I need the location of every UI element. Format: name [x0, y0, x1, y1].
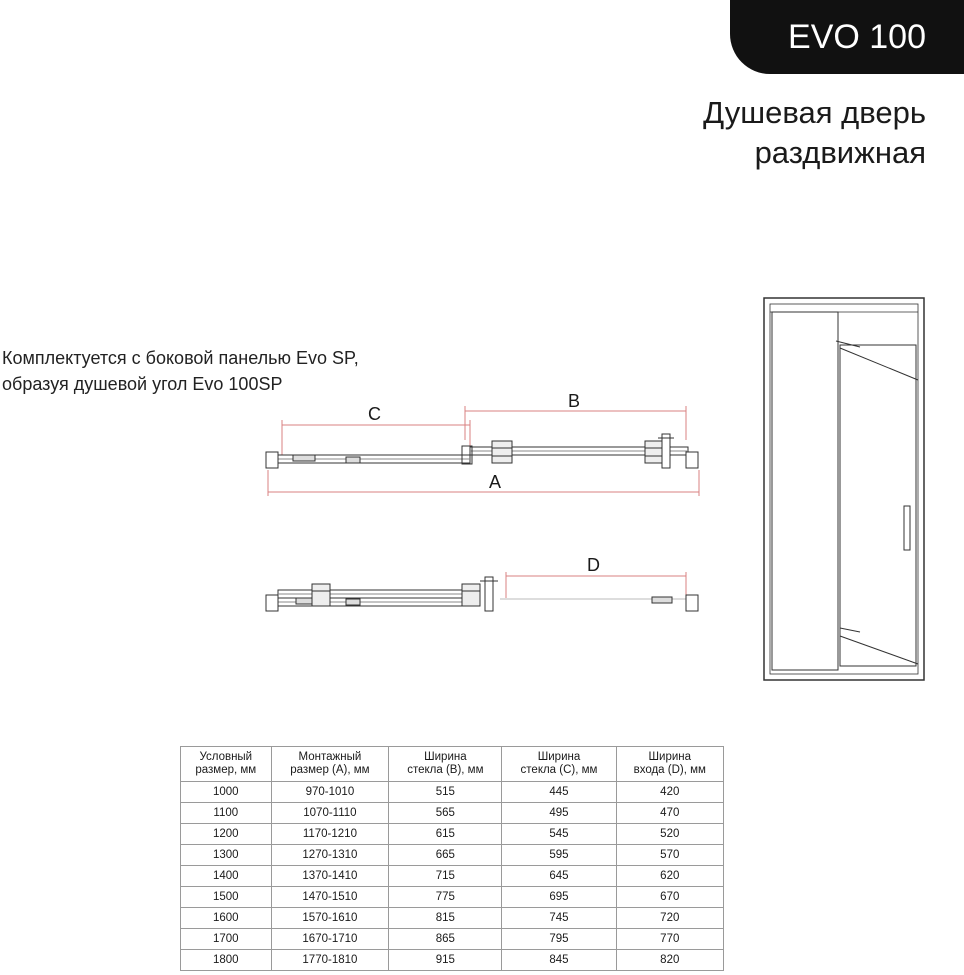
handle-open [485, 577, 493, 611]
table-cell: 470 [616, 803, 723, 824]
wall-profile-right-open [686, 595, 698, 611]
table-cell: 1570-1610 [271, 908, 389, 929]
wall-profile-left-open [266, 595, 278, 611]
table-cell: 570 [616, 845, 723, 866]
table-cell: 645 [502, 866, 616, 887]
table-cell: 1270-1310 [271, 845, 389, 866]
table-cell: 720 [616, 908, 723, 929]
table-row [181, 824, 724, 845]
table-cell: 445 [502, 782, 616, 803]
table-row [181, 845, 724, 866]
wall-profile-right [686, 452, 698, 468]
kit-note-line2: образуя душевой угол Evo 100SP [2, 374, 283, 394]
dimension-d-label: D [587, 555, 600, 575]
table-cell: 495 [502, 803, 616, 824]
dimension-a-label: A [489, 472, 502, 492]
table-cell: 670 [616, 887, 723, 908]
header-nominal-size: Условный размер, мм [181, 747, 272, 782]
table-cell: 815 [389, 908, 502, 929]
table-cell: 1700 [181, 929, 272, 950]
size-table-header-row [181, 747, 724, 782]
table-cell: 1170-1210 [271, 824, 389, 845]
table-cell: 865 [389, 929, 502, 950]
size-table-body [181, 782, 724, 971]
roller-left [492, 441, 512, 463]
table-cell: 1300 [181, 845, 272, 866]
table-cell: 820 [616, 950, 723, 971]
plan-view-closed [266, 406, 699, 496]
table-cell: 695 [502, 887, 616, 908]
header-entrance-d: Ширина входа (D), мм [616, 747, 723, 782]
table-cell: 715 [389, 866, 502, 887]
table-cell: 615 [389, 824, 502, 845]
handle-closed [662, 434, 670, 468]
fixed-panel-front [772, 312, 838, 670]
table-cell: 565 [389, 803, 502, 824]
dimension-b-label: B [568, 391, 581, 411]
table-row [181, 887, 724, 908]
table-cell: 520 [616, 824, 723, 845]
front-elevation [764, 298, 924, 680]
table-cell: 595 [502, 845, 616, 866]
door-handle [904, 506, 910, 550]
table-row [181, 866, 724, 887]
door-frame [764, 298, 924, 680]
table-cell: 1600 [181, 908, 272, 929]
header-glass-c: Ширина стекла (C), мм [502, 747, 616, 782]
table-row [181, 908, 724, 929]
table-cell: 775 [389, 887, 502, 908]
table-cell: 665 [389, 845, 502, 866]
table-cell: 1000 [181, 782, 272, 803]
table-cell: 420 [616, 782, 723, 803]
dimension-b [465, 406, 686, 440]
product-title-line2: раздвижная [754, 135, 926, 170]
table-cell: 1100 [181, 803, 272, 824]
table-cell: 1770-1810 [271, 950, 389, 971]
table-row [181, 950, 724, 971]
table-cell: 620 [616, 866, 723, 887]
table-row [181, 782, 724, 803]
dimension-a [268, 470, 699, 496]
table-cell: 1670-1710 [271, 929, 389, 950]
kit-note-line1: Комплектуется с боковой панелью Evo SP, [2, 348, 359, 368]
dimension-d [506, 572, 686, 598]
table-cell: 845 [502, 950, 616, 971]
table-cell: 1470-1510 [271, 887, 389, 908]
table-cell: 1370-1410 [271, 866, 389, 887]
table-cell: 970-1010 [271, 782, 389, 803]
product-title-line1: Душевая дверь [703, 95, 926, 130]
header-mounting-size: Монтажный размер (A), мм [271, 747, 389, 782]
table-cell: 795 [502, 929, 616, 950]
model-name: EVO 100 [788, 18, 926, 56]
table-cell: 1070-1110 [271, 803, 389, 824]
table-cell: 1800 [181, 950, 272, 971]
table-cell: 1500 [181, 887, 272, 908]
table-row [181, 803, 724, 824]
table-cell: 1400 [181, 866, 272, 887]
wall-profile-left [266, 452, 278, 468]
dimension-c-label: C [368, 404, 381, 424]
table-cell: 545 [502, 824, 616, 845]
plan-view-open [266, 572, 698, 611]
table-cell: 745 [502, 908, 616, 929]
table-cell: 915 [389, 950, 502, 971]
table-row [181, 929, 724, 950]
header-glass-b: Ширина стекла (B), мм [389, 747, 502, 782]
table-cell: 515 [389, 782, 502, 803]
size-table [180, 746, 724, 971]
table-cell: 770 [616, 929, 723, 950]
dimension-c [282, 420, 470, 455]
table-cell: 1200 [181, 824, 272, 845]
